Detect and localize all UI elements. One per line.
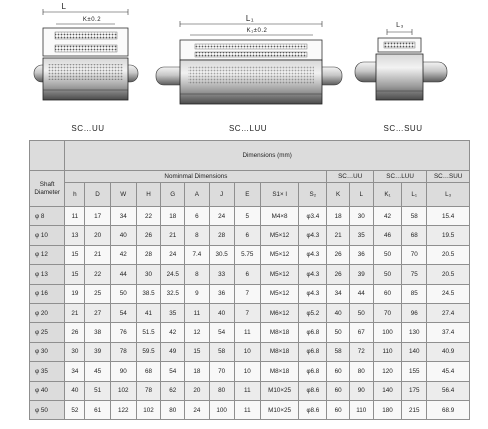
- table-cell: M10×25: [260, 381, 298, 400]
- table-cell: 78: [110, 342, 136, 361]
- dimensions-table: [29, 140, 470, 420]
- table-cell: 32.5: [161, 284, 185, 303]
- table-cell: 54: [161, 362, 185, 381]
- table-cell: 130: [402, 323, 427, 342]
- table-cell: 60: [327, 362, 349, 381]
- table-cell: 22: [136, 207, 160, 226]
- table-cell: 8: [185, 265, 209, 284]
- table-cell: φ6.8: [299, 342, 327, 361]
- table-cell: 62: [161, 381, 185, 400]
- table-cell: 155: [402, 362, 427, 381]
- column-header: S₂: [299, 183, 327, 207]
- table-cell: 96: [402, 303, 427, 322]
- table-cell: 120: [373, 362, 401, 381]
- table-cell: 33: [209, 265, 234, 284]
- table-cell: φ4.3: [299, 245, 327, 264]
- table-cell: 17: [85, 207, 110, 226]
- table-cell: 34: [327, 284, 349, 303]
- table-cell: 36: [349, 245, 373, 264]
- table-cell: 20.5: [427, 245, 470, 264]
- table-cell: 39: [349, 265, 373, 284]
- table-cell: 8: [185, 226, 209, 245]
- table-cell: 11: [65, 207, 85, 226]
- table-cell: φ3.4: [299, 207, 327, 226]
- table-cell: 35: [349, 226, 373, 245]
- table-cell: 180: [373, 400, 401, 419]
- column-header: H: [136, 183, 160, 207]
- shaft-diameter-label: Shaft Diameter: [34, 180, 60, 196]
- table-cell: 67: [349, 323, 373, 342]
- table-cell: 40: [110, 226, 136, 245]
- table-row: [30, 245, 470, 264]
- table-cell: M5×12: [260, 284, 298, 303]
- table-cell: 50: [373, 265, 401, 284]
- table-cell: 30.5: [209, 245, 234, 264]
- table-cell: 40: [209, 303, 234, 322]
- table-row: [30, 362, 470, 381]
- table-cell: 30: [349, 207, 373, 226]
- table-cell: 45.4: [427, 362, 470, 381]
- table-cell: 6: [234, 226, 260, 245]
- caption-sc-luu: SC…LUU: [228, 124, 268, 133]
- caption-sc-uu: SC…UU: [71, 124, 105, 133]
- table-cell: M6×12: [260, 303, 298, 322]
- table-cell: φ4.3: [299, 226, 327, 245]
- table-cell: 6: [185, 207, 209, 226]
- table-cell: 37.4: [427, 323, 470, 342]
- dimension-label-l: L: [61, 2, 67, 11]
- table-cell: 19: [65, 284, 85, 303]
- group-sc-suu-header: SC…SUU: [427, 171, 470, 183]
- column-header: A: [185, 183, 209, 207]
- table-cell: 39: [85, 342, 110, 361]
- table-cell: 5.75: [234, 245, 260, 264]
- shaft-diameter-cell: φ 50: [30, 400, 65, 419]
- table-cell: φ4.3: [299, 265, 327, 284]
- table-cell: 58: [209, 342, 234, 361]
- table-cell: 21: [65, 303, 85, 322]
- table-cell: 85: [402, 284, 427, 303]
- table-corner: [30, 141, 65, 171]
- shaft-diameter-cell: φ 16: [30, 284, 65, 303]
- table-row: [30, 284, 470, 303]
- table-cell: 59.5: [136, 342, 160, 361]
- table-cell: φ6.8: [299, 323, 327, 342]
- table-cell: 18: [185, 362, 209, 381]
- table-cell: 54: [209, 323, 234, 342]
- table-title: Dimensions (mm): [65, 141, 470, 171]
- shaft-diameter-cell: φ 13: [30, 265, 65, 284]
- table-cell: 61: [85, 400, 110, 419]
- table-cell: 72: [349, 342, 373, 361]
- table-cell: 24: [209, 207, 234, 226]
- table-cell: 25: [85, 284, 110, 303]
- table-cell: 21: [161, 226, 185, 245]
- column-header-row: [30, 183, 470, 207]
- table-cell: 100: [209, 400, 234, 419]
- table-cell: 7: [234, 303, 260, 322]
- table-row: [30, 265, 470, 284]
- table-cell: 6: [234, 265, 260, 284]
- table-cell: 56.4: [427, 381, 470, 400]
- table-cell: 7.4: [185, 245, 209, 264]
- table-cell: 90: [110, 362, 136, 381]
- table-row: [30, 303, 470, 322]
- table-cell: 60: [327, 400, 349, 419]
- table-cell: 24: [161, 245, 185, 264]
- table-cell: 68: [402, 226, 427, 245]
- column-header: h: [65, 183, 85, 207]
- table-cell: 102: [136, 400, 160, 419]
- table-cell: 21: [327, 226, 349, 245]
- table-cell: 11: [234, 381, 260, 400]
- table-row: [30, 323, 470, 342]
- table-cell: 35: [161, 303, 185, 322]
- column-header: S1× l: [260, 183, 298, 207]
- table-cell: 51.5: [136, 323, 160, 342]
- table-cell: 215: [402, 400, 427, 419]
- table-cell: 80: [161, 400, 185, 419]
- table-cell: 44: [349, 284, 373, 303]
- table-cell: 26: [327, 265, 349, 284]
- table-cell: 21: [85, 245, 110, 264]
- table-cell: 15: [65, 245, 85, 264]
- table-cell: 41: [136, 303, 160, 322]
- shaft-diameter-cell: φ 10: [30, 226, 65, 245]
- table-cell: 34: [110, 207, 136, 226]
- table-cell: 68: [136, 362, 160, 381]
- dimension-label-l1: L₁: [245, 14, 255, 23]
- group-sc-luu-header: SC…LUU: [373, 171, 426, 183]
- table-cell: 15: [185, 342, 209, 361]
- table-row: [30, 381, 470, 400]
- table-cell: 100: [373, 323, 401, 342]
- table-cell: 10: [234, 342, 260, 361]
- table-cell: 20: [185, 381, 209, 400]
- table-cell: 24: [185, 400, 209, 419]
- column-header: K: [327, 183, 349, 207]
- table-cell: 54: [110, 303, 136, 322]
- table-cell: 76: [110, 323, 136, 342]
- table-cell: 27.4: [427, 303, 470, 322]
- table-cell: 60: [373, 284, 401, 303]
- table-cell: 70: [373, 303, 401, 322]
- table-cell: φ8.6: [299, 381, 327, 400]
- table-cell: 20: [85, 226, 110, 245]
- table-cell: 11: [185, 303, 209, 322]
- table-cell: 42: [161, 323, 185, 342]
- table-cell: φ6.8: [299, 362, 327, 381]
- table-body: [30, 207, 470, 420]
- table-cell: 9: [185, 284, 209, 303]
- table-cell: 58: [327, 342, 349, 361]
- table-cell: 26: [327, 245, 349, 264]
- column-header: G: [161, 183, 185, 207]
- column-header: W: [110, 183, 136, 207]
- table-cell: 18: [327, 207, 349, 226]
- table-cell: 50: [373, 245, 401, 264]
- table-cell: 28: [136, 245, 160, 264]
- caption-sc-suu: SC…SUU: [383, 124, 423, 133]
- table-cell: 22: [85, 265, 110, 284]
- table-cell: M8×18: [260, 323, 298, 342]
- table-cell: 24.5: [161, 265, 185, 284]
- shaft-diameter-cell: φ 8: [30, 207, 65, 226]
- table-cell: 26: [65, 323, 85, 342]
- table-cell: M5×12: [260, 226, 298, 245]
- table-cell: 140: [373, 381, 401, 400]
- column-header: L: [349, 183, 373, 207]
- table-cell: 58: [402, 207, 427, 226]
- table-cell: 45: [85, 362, 110, 381]
- table-cell: 122: [110, 400, 136, 419]
- table-cell: 20.5: [427, 265, 470, 284]
- column-header: L₁: [402, 183, 427, 207]
- table-cell: 75: [402, 265, 427, 284]
- table-cell: 78: [136, 381, 160, 400]
- table-cell: 52: [65, 400, 85, 419]
- table-row: [30, 226, 470, 245]
- shaft-diameter-cell: φ 35: [30, 362, 65, 381]
- table-cell: 44: [110, 265, 136, 284]
- table-cell: M5×12: [260, 265, 298, 284]
- shaft-diameter-cell: φ 20: [30, 303, 65, 322]
- table-cell: 27: [85, 303, 110, 322]
- shaft-diameter-cell: φ 25: [30, 323, 65, 342]
- table-cell: 15.4: [427, 207, 470, 226]
- dimension-label-k1: K₁±0.2: [246, 28, 268, 34]
- column-header: D: [85, 183, 110, 207]
- table-cell: 90: [349, 381, 373, 400]
- table-cell: φ8.6: [299, 400, 327, 419]
- table-cell: 70: [402, 245, 427, 264]
- table-cell: M8×18: [260, 342, 298, 361]
- dimension-label-l3: L₃: [396, 22, 404, 29]
- table-cell: 42: [110, 245, 136, 264]
- table-cell: M8×18: [260, 362, 298, 381]
- table-cell: 68.9: [427, 400, 470, 419]
- group-sc-uu-header: SC…UU: [327, 171, 373, 183]
- table-cell: 5: [234, 207, 260, 226]
- column-header: J: [209, 183, 234, 207]
- table-cell: 46: [373, 226, 401, 245]
- nominal-dimensions-header: Nominmal Dimensions: [65, 171, 327, 183]
- table-cell: φ4.3: [299, 284, 327, 303]
- shaft-diameter-cell: φ 12: [30, 245, 65, 264]
- table-cell: 40.9: [427, 342, 470, 361]
- table-cell: 50: [327, 323, 349, 342]
- table-cell: 15: [65, 265, 85, 284]
- table-cell: 40: [327, 303, 349, 322]
- table-cell: 49: [161, 342, 185, 361]
- column-header: E: [234, 183, 260, 207]
- technical-drawings: [0, 0, 488, 138]
- table-cell: 51: [85, 381, 110, 400]
- table-cell: 175: [402, 381, 427, 400]
- table-cell: φ5.2: [299, 303, 327, 322]
- table-cell: 7: [234, 284, 260, 303]
- table-cell: 110: [373, 342, 401, 361]
- table-cell: 24.5: [427, 284, 470, 303]
- table-cell: 38: [85, 323, 110, 342]
- table-cell: 28: [209, 226, 234, 245]
- dimension-label-k: K±0.2: [82, 17, 102, 23]
- table-cell: 10: [234, 362, 260, 381]
- table-cell: 80: [349, 362, 373, 381]
- table-cell: 19.5: [427, 226, 470, 245]
- table-cell: 13: [65, 226, 85, 245]
- column-header: L₃: [427, 183, 470, 207]
- table-cell: M4×8: [260, 207, 298, 226]
- table-cell: 110: [349, 400, 373, 419]
- shaft-diameter-cell: φ 30: [30, 342, 65, 361]
- shaft-diameter-header: [30, 171, 65, 207]
- table-cell: 12: [185, 323, 209, 342]
- table-cell: 42: [373, 207, 401, 226]
- table-cell: 140: [402, 342, 427, 361]
- table-cell: 50: [349, 303, 373, 322]
- table-cell: 70: [209, 362, 234, 381]
- column-header: K₁: [373, 183, 401, 207]
- table-cell: M5×12: [260, 245, 298, 264]
- table-cell: 80: [209, 381, 234, 400]
- table-cell: 40: [65, 381, 85, 400]
- table-cell: 11: [234, 323, 260, 342]
- table-cell: 11: [234, 400, 260, 419]
- table-cell: 60: [327, 381, 349, 400]
- table-cell: 30: [136, 265, 160, 284]
- table-row: [30, 400, 470, 419]
- shaft-diameter-cell: φ 40: [30, 381, 65, 400]
- table-row: [30, 207, 470, 226]
- table-cell: 50: [110, 284, 136, 303]
- table-cell: 30: [65, 342, 85, 361]
- table-cell: 38.5: [136, 284, 160, 303]
- drawing-sc-suu: [355, 29, 447, 100]
- table-cell: 26: [136, 226, 160, 245]
- table-row: [30, 342, 470, 361]
- table-cell: 34: [65, 362, 85, 381]
- table-cell: 36: [209, 284, 234, 303]
- table-cell: 18: [161, 207, 185, 226]
- table-cell: M10×25: [260, 400, 298, 419]
- table-cell: 102: [110, 381, 136, 400]
